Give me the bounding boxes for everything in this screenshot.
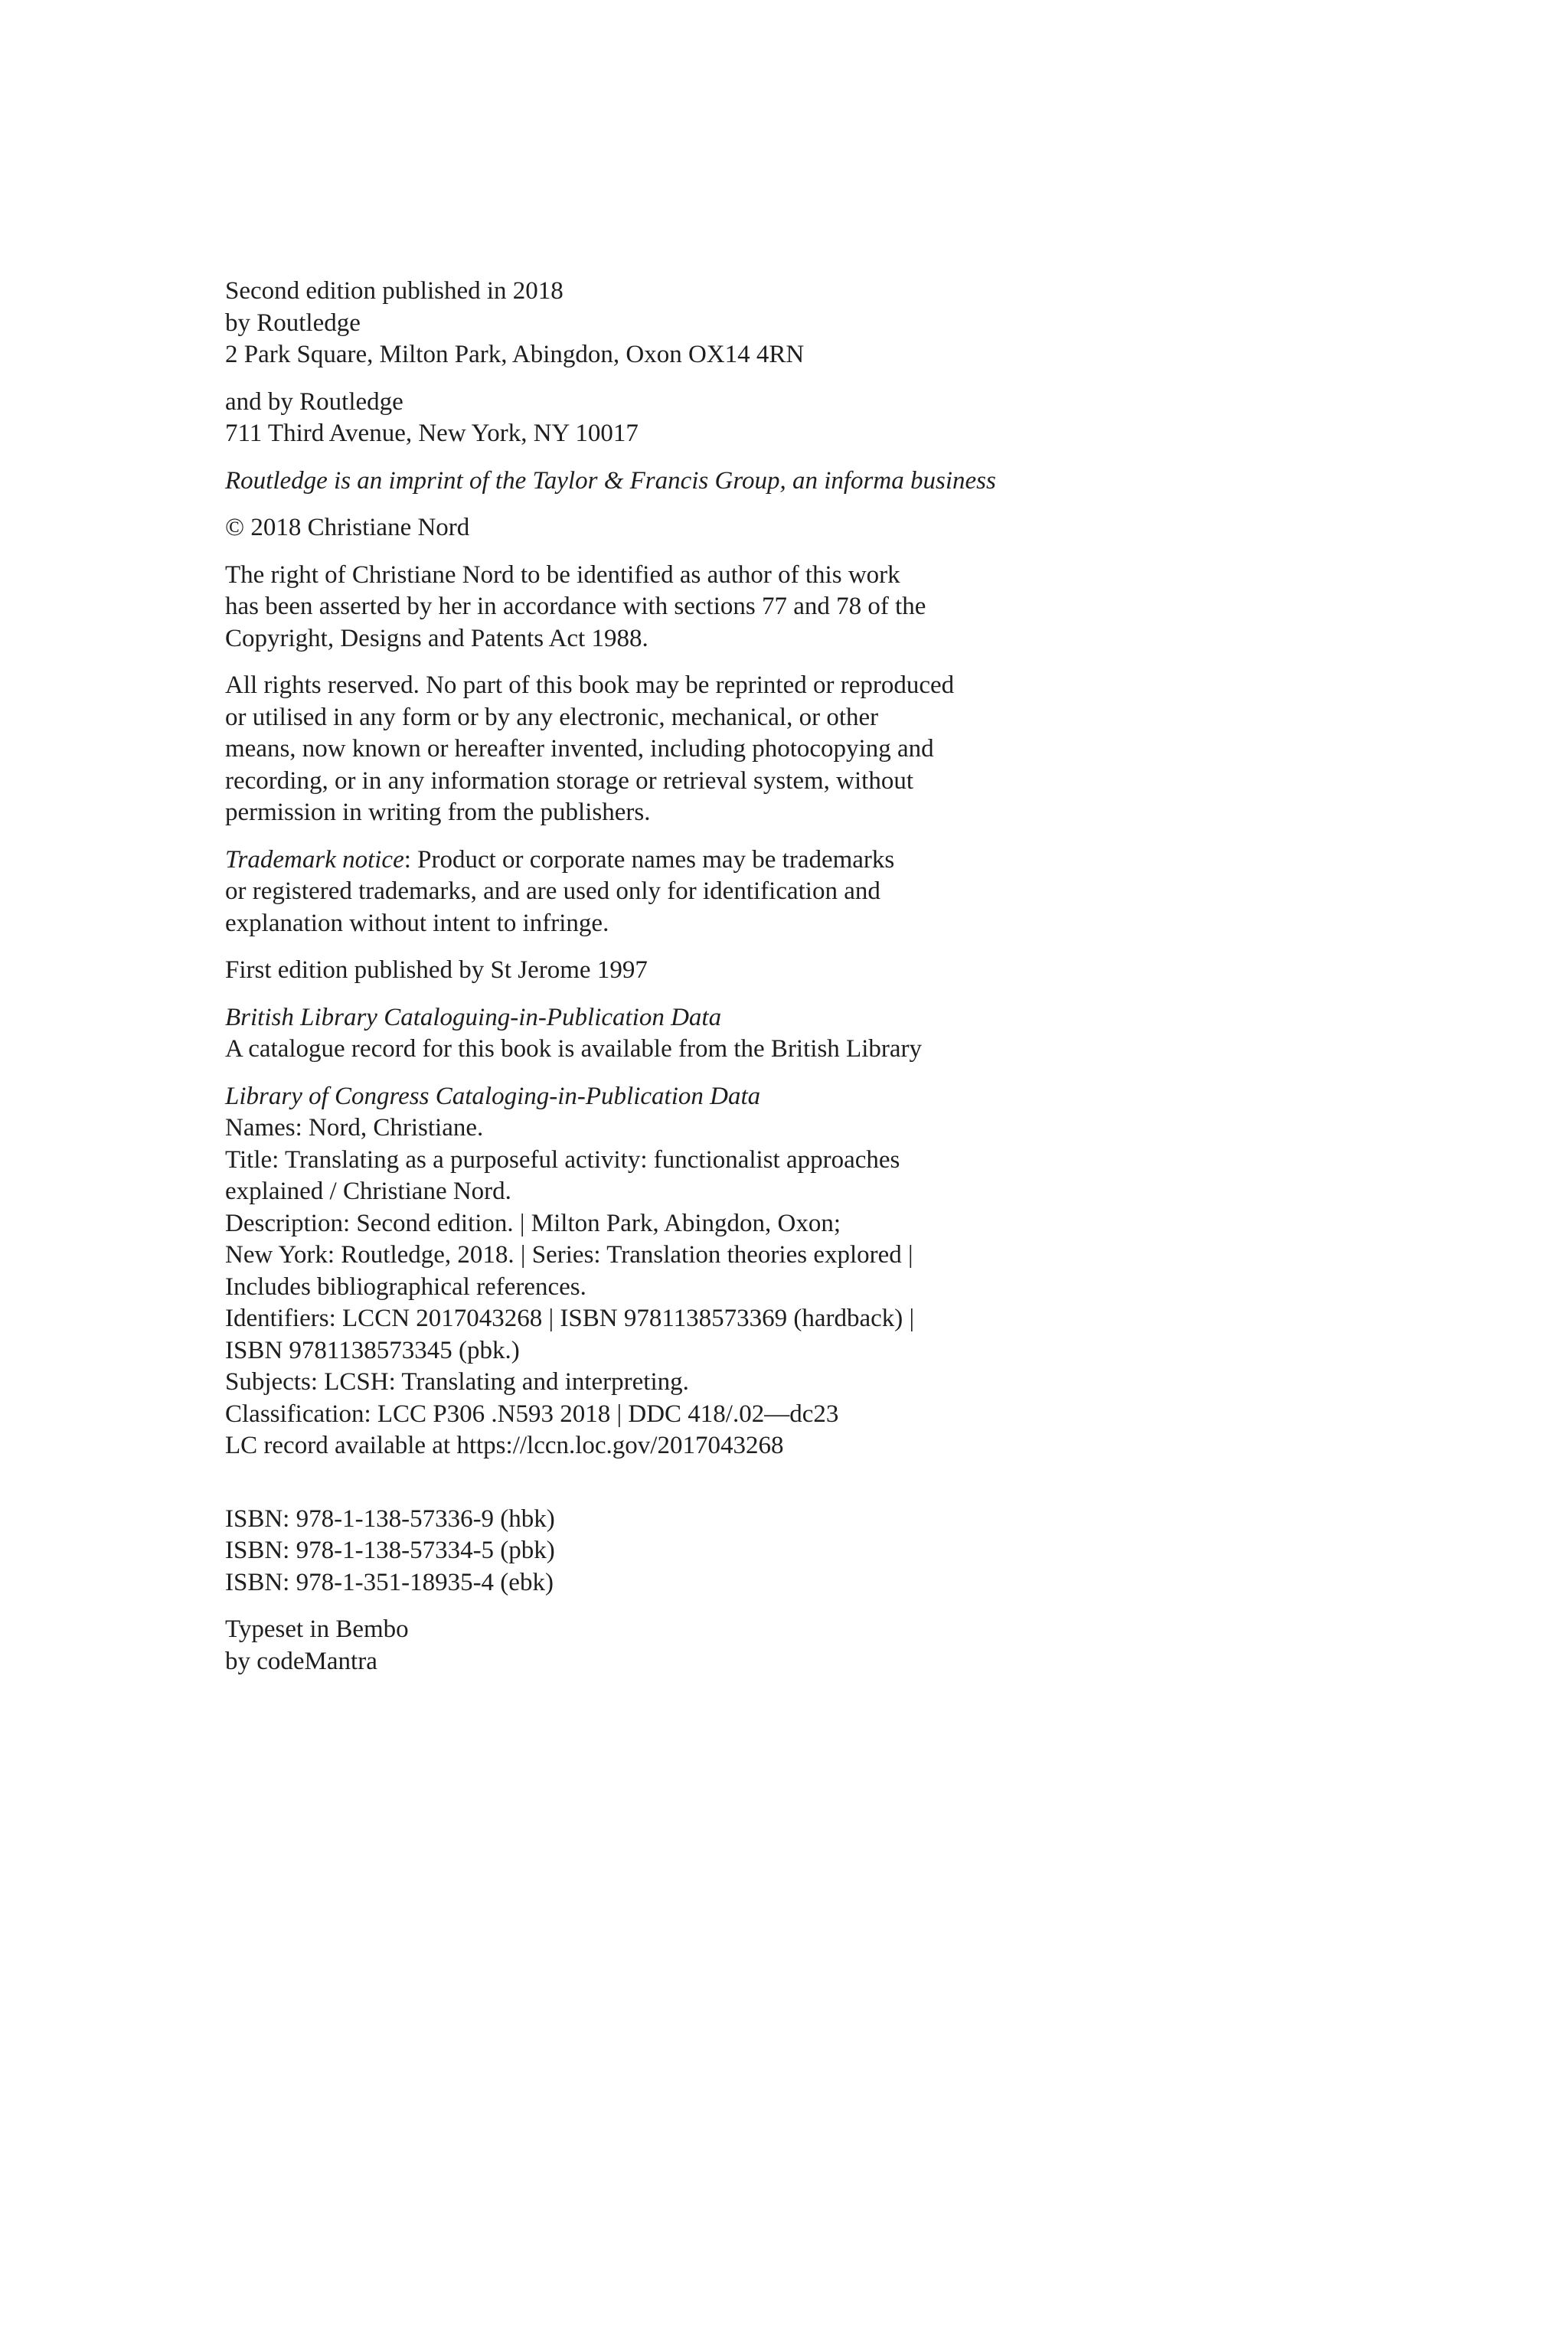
typeset-block	[225, 1614, 1374, 1677]
library-of-congress-block	[225, 1081, 1374, 1462]
moral-rights-line: has been asserted by her in accordance with sections 77 and 78 of the	[225, 593, 926, 620]
typeset-line: by codeMantra	[225, 1647, 377, 1675]
trademark-line: explanation without intent to infringe.	[225, 909, 609, 937]
rights-reserved-line: All rights reserved. No part of this book may be reprinted or reproduced	[225, 671, 955, 699]
us-publisher-block	[225, 387, 1374, 450]
copyright-statement: © 2018 Christiane Nord	[225, 514, 470, 541]
british-library-text: A catalogue record for this book is available from the British Library	[225, 1035, 922, 1063]
trademark-first-line	[225, 844, 1374, 877]
loc-line: Identifiers: LCCN 2017043268 | ISBN 9781138573369 (hardback) |	[225, 1305, 915, 1332]
rights-reserved-line: or utilised in any form or by any electronic, mechanical, or other	[225, 703, 879, 731]
isbn-line: ISBN: 978-1-138-57334-5 (pbk)	[225, 1537, 555, 1564]
loc-line: Description: Second edition. | Milton Park, Abingdon, Oxon;	[225, 1209, 841, 1237]
imprint-statement: Routledge is an imprint of the Taylor & Francis Group, an informa business	[225, 466, 996, 495]
loc-line: Title: Translating as a purposeful activity: functionalist approaches	[225, 1145, 900, 1174]
typeset-line: Typeset in Bembo	[225, 1615, 409, 1643]
publication-block	[225, 276, 1374, 371]
trademark-first-line-text: : Product or corporate names may be trademarks	[403, 845, 895, 874]
british-library-heading: British Library Cataloguing-in-Publication Data	[225, 1003, 722, 1031]
british-library-block	[225, 1002, 1374, 1066]
rights-reserved-line: permission in writing from the publishers.	[225, 799, 651, 826]
loc-line: New York: Routledge, 2018. | Series: Translation theories explored |	[225, 1241, 913, 1269]
imprint-block	[225, 466, 1374, 498]
publication-line: 2 Park Square, Milton Park, Abingdon, Oxon OX14 4RN	[225, 341, 805, 368]
trademark-block	[225, 844, 1374, 940]
moral-rights-line: Copyright, Designs and Patents Act 1988.	[225, 624, 648, 652]
loc-line: Names: Nord, Christiane.	[225, 1114, 484, 1142]
publication-line: by Routledge	[225, 309, 361, 337]
trademark-line: or registered trademarks, and are used only for identification and	[225, 877, 880, 905]
loc-line: ISBN 9781138573345 (pbk.)	[225, 1336, 520, 1364]
moral-rights-block	[225, 560, 1374, 655]
us-publisher-line: and by Routledge	[225, 387, 403, 416]
rights-reserved-block	[225, 670, 1374, 829]
loc-line: Includes bibliographical references.	[225, 1272, 586, 1301]
moral-rights-line: The right of Christiane Nord to be identified as author of this work	[225, 560, 900, 589]
publication-line: Second edition published in 2018	[225, 277, 564, 305]
loc-heading: Library of Congress Cataloging-in-Publication Data	[225, 1082, 761, 1110]
isbn-block	[225, 1504, 1374, 1599]
loc-line: Subjects: LCSH: Translating and interpreting.	[225, 1368, 689, 1396]
first-edition-block	[225, 955, 1374, 987]
copyright-page	[225, 276, 1374, 1693]
us-publisher-line: 711 Third Avenue, New York, NY 10017	[225, 420, 639, 447]
loc-line: LC record available at https://lccn.loc.gov/2017043268	[225, 1432, 784, 1459]
isbn-line: ISBN: 978-1-138-57336-9 (hbk)	[225, 1504, 555, 1533]
isbn-line: ISBN: 978-1-351-18935-4 (ebk)	[225, 1568, 554, 1596]
trademark-label: Trademark notice	[225, 845, 404, 874]
loc-line: explained / Christiane Nord.	[225, 1178, 511, 1205]
copyright-block	[225, 512, 1374, 544]
first-edition-statement: First edition published by St Jerome 1997	[225, 956, 648, 984]
rights-reserved-line: means, now known or hereafter invented, including photocopying and	[225, 735, 934, 763]
loc-line: Classification: LCC P306 .N593 2018 | DDC 418/.02—dc23	[225, 1400, 839, 1428]
rights-reserved-line: recording, or in any information storage or retrieval system, without	[225, 766, 914, 795]
